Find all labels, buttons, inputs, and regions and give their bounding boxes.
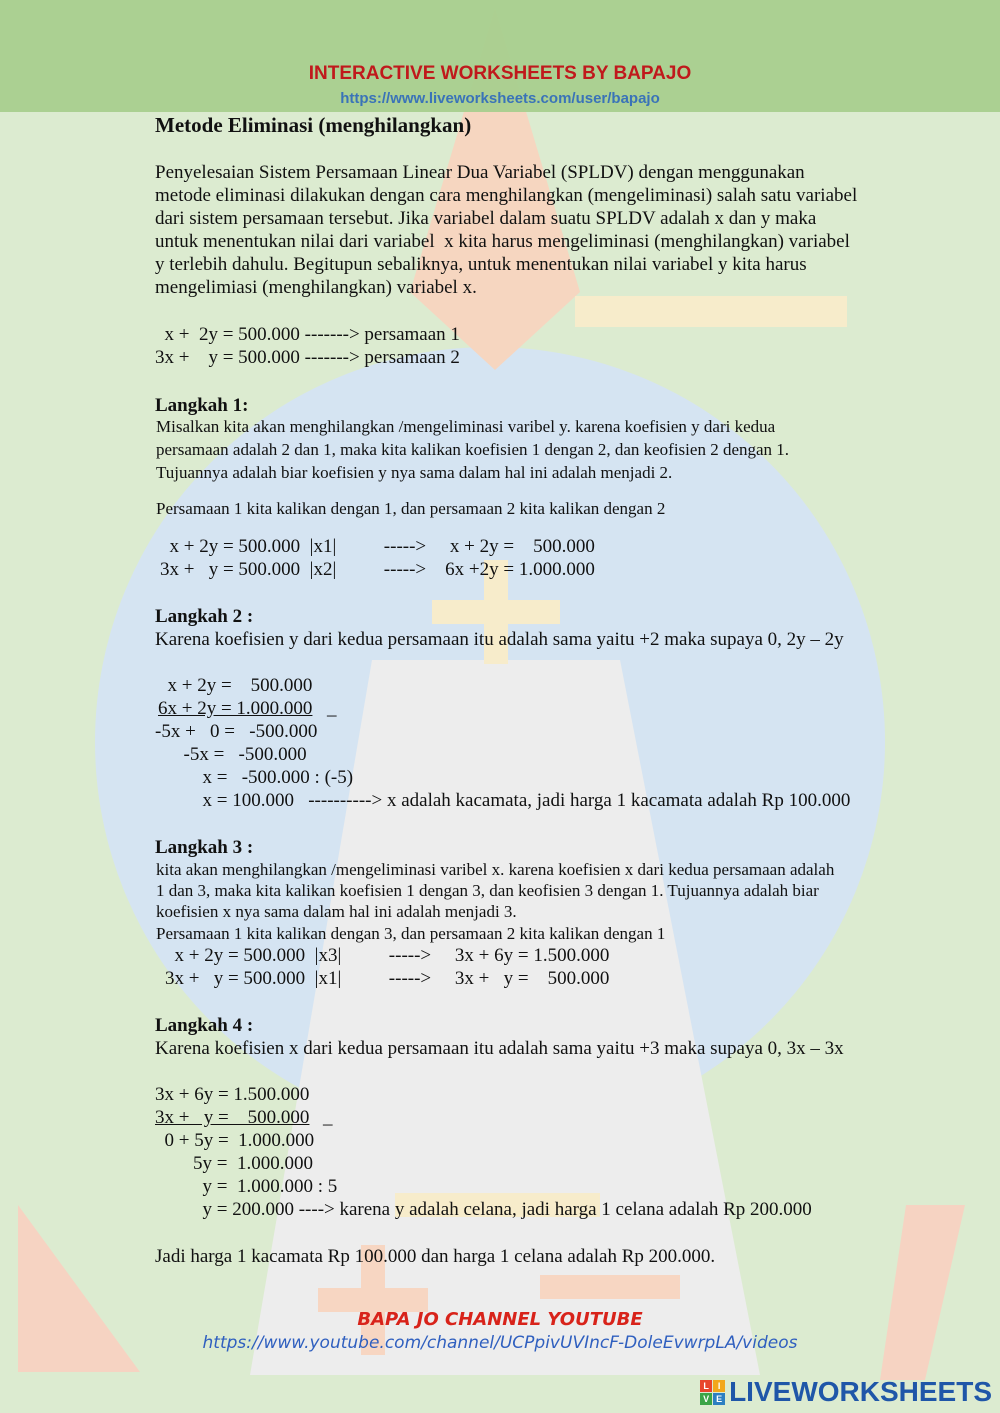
header-url[interactable]: https://www.liveworksheets.com/user/bapajo [340, 90, 660, 107]
step1-text: Misalkan kita akan menghilangkan /mengeliminasi varibel y. karena koefisien y dari kedua [156, 417, 776, 436]
liveworksheets-logo-icon [700, 1380, 725, 1405]
step3-text: 1 dan 3, maka kita kalikan koefisien 1 dengan 3, dan keofisien 3 dengan 1. Tujuannya adalah biar [156, 881, 819, 900]
intro-line: y terlebih dahulu. Begitupun sebaliknya, untuk menentukan nilai variabel y kita harus [155, 254, 807, 275]
step2-calc: -5x + 0 = -500.000 [155, 721, 318, 742]
step1-text: persamaan adalah 2 dan 1, maka kita kalikan koefisien 1 dengan 2, dan keofisien 2 dengan 1. [156, 440, 790, 459]
intro-line: metode eliminasi dilakukan dengan cara menghilangkan (mengeliminasi) salah satu variabel [155, 185, 858, 206]
step2-calc: -5x = -500.000 [155, 744, 307, 765]
step2-title: Langkah 2 : [155, 606, 254, 627]
step1-line: 3x + y = 500.000 |x2| -----> 6x +2y = 1.000.000 [160, 559, 595, 580]
header-title: INTERACTIVE WORKSHEETS BY BAPAJO [308, 63, 692, 84]
intro-line: mengelimiasi (menghilangkan) variabel x. [155, 277, 477, 298]
logo-letter: V [700, 1393, 712, 1405]
step2-calc: x + 2y = 500.000 [158, 675, 313, 696]
logo-letter: L [700, 1380, 712, 1392]
step3-text: kita akan menghilangkan /mengeliminasi varibel x. karena koefisien x dari kedua persamaan adalah [156, 860, 835, 879]
channel-name: BAPA JO CHANNEL YOUTUBE [357, 1309, 643, 1330]
conclusion: Jadi harga 1 kacamata Rp 100.000 dan harga 1 celana adalah Rp 200.000. [155, 1246, 716, 1267]
logo-letter: I [713, 1380, 725, 1392]
page-title: Metode Eliminasi (menghilangkan) [155, 113, 472, 137]
step1-line: x + 2y = 500.000 |x1| -----> x + 2y = 500.000 [160, 536, 595, 557]
step4-calc: 0 + 5y = 1.000.000 [155, 1130, 315, 1151]
step1-note: Persamaan 1 kita kalikan dengan 1, dan persamaan 2 kita kalikan dengan 2 [156, 499, 666, 518]
equation-1: x + 2y = 500.000 -------> persamaan 1 [155, 324, 460, 345]
step4-text: Karena koefisien x dari kedua persamaan itu adalah sama yaitu +3 maka supaya 0, 3x – 3x [155, 1038, 844, 1059]
minus-sign: _ [323, 1107, 333, 1128]
step4-calc: 5y = 1.000.000 [155, 1153, 313, 1174]
step3-note: Persamaan 1 kita kalikan dengan 3, dan persamaan 2 kita kalikan dengan 1 [156, 924, 666, 943]
intro-line: Penyelesaian Sistem Persamaan Linear Dua Variabel (SPLDV) dengan menggunakan [155, 162, 805, 183]
step4-calc: 3x + 6y = 1.500.000 [155, 1084, 310, 1105]
step4-title: Langkah 4 : [155, 1015, 254, 1036]
step2-result: x = 100.000 ----------> x adalah kacamata, jadi harga 1 kacamata adalah Rp 100.000 [155, 790, 851, 811]
step2-text: Karena koefisien y dari kedua persamaan itu adalah sama yaitu +2 maka supaya 0, 2y – 2y [155, 629, 844, 650]
youtube-link[interactable]: https://www.youtube.com/channel/UCPpivUVIncF-DoleEvwrpLA/videos [202, 1333, 798, 1353]
step1-text: Tujuannya adalah biar koefisien y nya sama dalam hal ini adalah menjadi 2. [156, 463, 673, 482]
minus-sign: _ [327, 698, 337, 719]
step4-calc: 3x + y = 500.000 [155, 1107, 310, 1128]
brand-text: LIVEWORKSHEETS [729, 1376, 992, 1407]
step4-result: y = 200.000 ----> karena y adalah celana, jadi harga 1 celana adalah Rp 200.000 [155, 1199, 812, 1220]
step2-calc: 6x + 2y = 1.000.000 [158, 698, 313, 719]
step4-calc: y = 1.000.000 : 5 [155, 1176, 338, 1197]
step3-text: koefisien x nya sama dalam hal ini adalah menjadi 3. [156, 902, 517, 921]
equation-2: 3x + y = 500.000 -------> persamaan 2 [155, 347, 460, 368]
step3-line: 3x + y = 500.000 |x1| -----> 3x + y = 500.000 [165, 968, 610, 989]
step1-title: Langkah 1: [155, 395, 249, 416]
step2-calc: x = -500.000 : (-5) [155, 767, 354, 788]
intro-line: untuk menentukan nilai dari variabel x kita harus mengeliminasi (menghilangkan) variabel [155, 231, 850, 252]
liveworksheets-brand[interactable] [700, 1376, 992, 1408]
step3-line: x + 2y = 500.000 |x3| -----> 3x + 6y = 1.500.000 [165, 945, 610, 966]
intro-line: dari sistem persamaan tersebut. Jika variabel dalam suatu SPLDV adalah x dan y maka [155, 208, 817, 229]
step3-title: Langkah 3 : [155, 837, 254, 858]
logo-letter: E [713, 1393, 725, 1405]
